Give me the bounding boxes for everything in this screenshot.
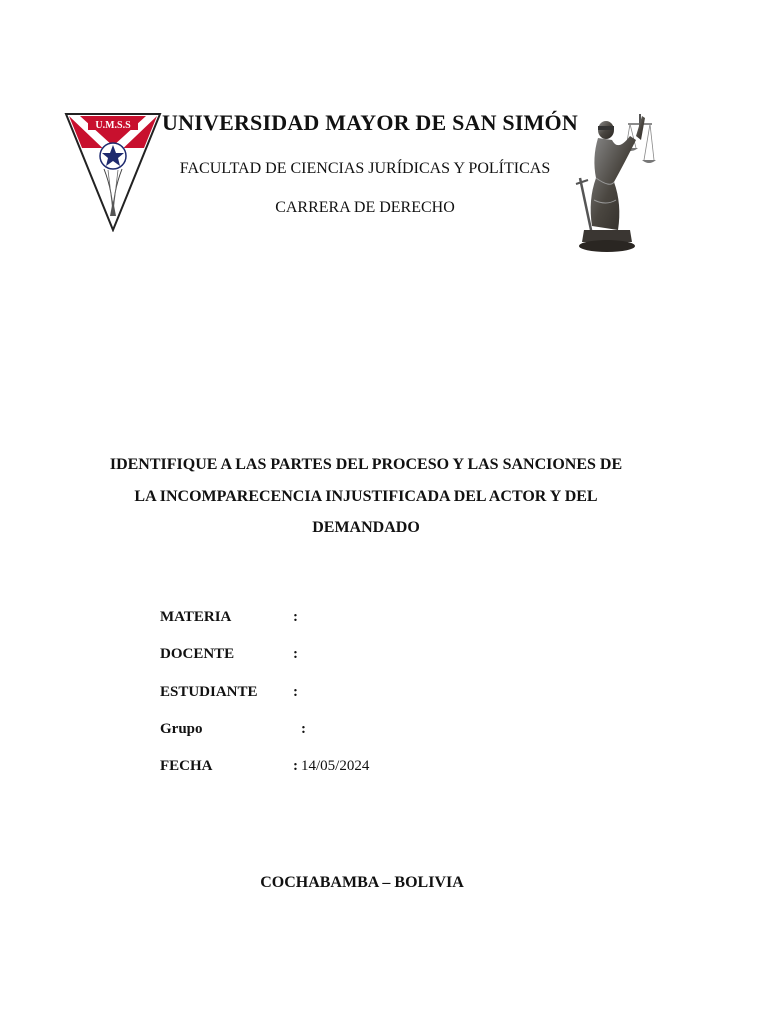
field-grupo: [160, 718, 580, 755]
footer-location: COCHABAMBA – BOLIVIA: [260, 874, 464, 891]
field-label: MATERIA: [160, 609, 232, 625]
field-label: DOCENTE: [160, 646, 235, 663]
field-label: FECHA: [160, 758, 213, 775]
field-separator: :: [293, 758, 298, 775]
field-label: ESTUDIANTE: [160, 683, 258, 700]
document-title: [70, 449, 662, 544]
field-separator: :: [293, 683, 298, 700]
title-line-3: DEMANDADO: [312, 519, 420, 536]
field-separator: :: [301, 720, 306, 737]
field-estudiante: [160, 681, 580, 718]
title-line-2: LA INCOMPARECENCIA INJUSTIFICADA DEL ACTOR Y DEL: [134, 487, 598, 505]
field-fecha: [160, 755, 580, 792]
field-separator: :: [293, 646, 298, 663]
logo-text: U.M.S.S: [95, 120, 131, 131]
title-line-1: IDENTIFIQUE A LAS PARTES DEL PROCESO Y LAS SANCIONES DE: [109, 456, 623, 473]
faculty-name: FACULTAD DE CIENCIAS JURÍDICAS Y POLÍTICAS: [179, 160, 551, 177]
university-name: UNIVERSIDAD MAYOR DE SAN SIMÓN: [162, 110, 578, 135]
field-separator: :: [293, 609, 298, 625]
cover-fields: [160, 606, 580, 792]
field-label: Grupo: [160, 720, 203, 737]
field-docente: [160, 643, 580, 680]
career-name: CARRERA DE DERECHO: [275, 199, 455, 216]
field-materia: [160, 606, 580, 643]
field-value-date: 14/05/2024: [301, 758, 370, 775]
